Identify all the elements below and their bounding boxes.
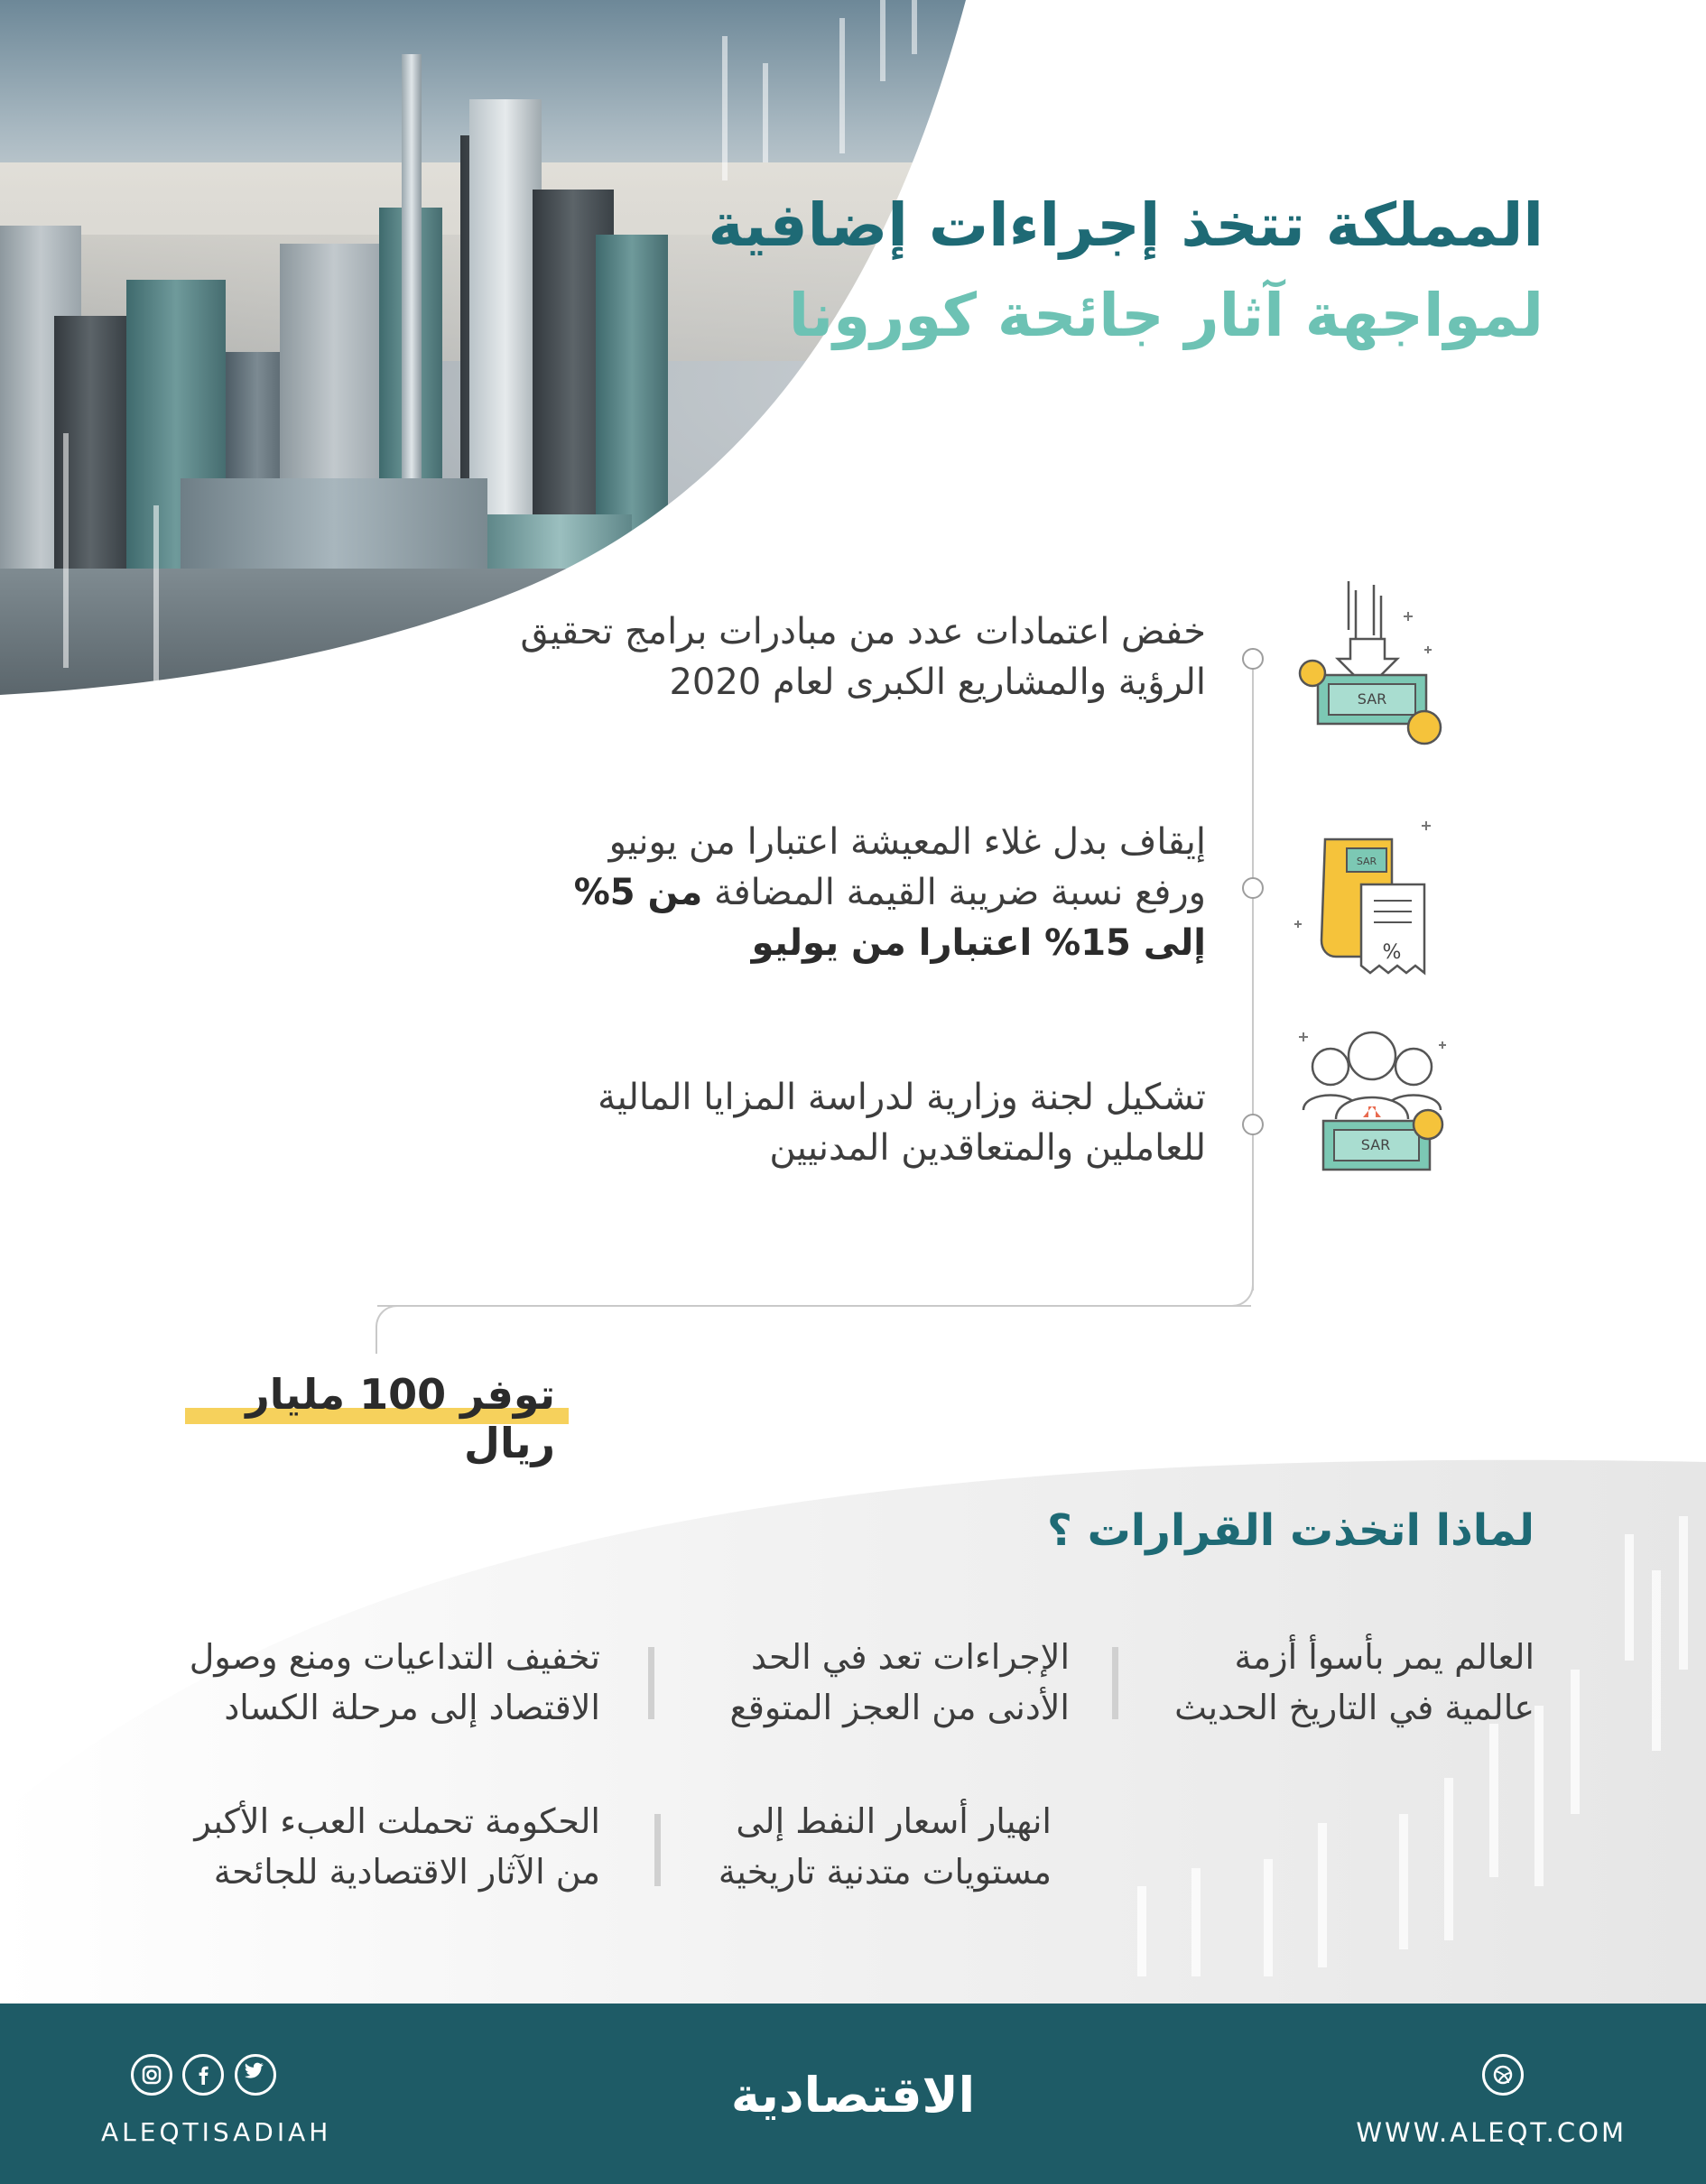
twitter-icon[interactable] bbox=[235, 2054, 276, 2096]
measure-line: خفض اعتمادات عدد من مبادرات برامج تحقيق bbox=[520, 611, 1206, 652]
reason-separator bbox=[1112, 1647, 1118, 1719]
measure-line: إيقاف بدل غلاء المعيشة اعتبارا من يونيو bbox=[608, 821, 1206, 863]
globe-icon[interactable] bbox=[1482, 2054, 1524, 2096]
measure-emphasis: إلى 15% اعتبارا من يوليو bbox=[751, 922, 1206, 964]
measure-item bbox=[394, 1072, 1206, 1173]
why-heading: لماذا اتخذت القرارات ؟ bbox=[1047, 1505, 1534, 1556]
icon-currency-label: SAR bbox=[1360, 1136, 1391, 1153]
reason-line: عالمية في التاريخ الحديث bbox=[1174, 1688, 1534, 1727]
timeline-corner bbox=[1225, 1274, 1254, 1307]
money-down-icon bbox=[1291, 576, 1453, 747]
reason-item bbox=[730, 1632, 1070, 1733]
facebook-icon[interactable] bbox=[182, 2054, 224, 2096]
icon-currency-label: SAR bbox=[1356, 856, 1377, 867]
timeline-line bbox=[1252, 659, 1254, 1291]
timeline-dot bbox=[1242, 877, 1264, 899]
reason-separator bbox=[648, 1647, 654, 1719]
headline-line-1: المملكة تتخذ إجراءات إضافية bbox=[708, 190, 1544, 260]
measure-line: تشكيل لجنة وزارية لدراسة المزايا المالية bbox=[598, 1077, 1206, 1118]
reason-item bbox=[194, 1796, 600, 1897]
brand-logo: الاقتصادية bbox=[730, 2067, 976, 2124]
headline-line-2: لمواجهة آثار جائحة كورونا bbox=[788, 281, 1544, 350]
timeline-connector bbox=[377, 1305, 1251, 1307]
reason-separator bbox=[654, 1814, 661, 1886]
reason-line: الاقتصاد إلى مرحلة الكساد bbox=[224, 1688, 600, 1727]
reason-line: الحكومة تحملت العبء الأكبر bbox=[194, 1801, 600, 1841]
timeline-corner bbox=[376, 1305, 403, 1332]
measure-item bbox=[394, 606, 1206, 708]
reason-item bbox=[719, 1796, 1052, 1897]
measure-text: ورفع نسبة ضريبة القيمة المضافة bbox=[714, 872, 1206, 913]
tax-receipt-icon bbox=[1291, 812, 1453, 984]
icon-percent-label: % bbox=[1382, 941, 1402, 964]
measure-emphasis: من 5% bbox=[573, 872, 703, 913]
website-url[interactable]: WWW.ALEQT.COM bbox=[1356, 2117, 1627, 2148]
reason-item bbox=[190, 1632, 600, 1733]
measure-line: للعاملين والمتعاقدين المدنيين bbox=[769, 1127, 1206, 1169]
measure-line: الرؤية والمشاريع الكبرى لعام 2020 bbox=[669, 662, 1206, 703]
reason-line: الأدنى من العجز المتوقع bbox=[729, 1688, 1070, 1727]
timeline-tail bbox=[376, 1327, 377, 1354]
reason-line: العالم يمر بأسوأ أزمة bbox=[1234, 1637, 1534, 1677]
timeline-dot bbox=[1242, 648, 1264, 670]
icon-currency-label: SAR bbox=[1357, 690, 1387, 708]
footer bbox=[0, 2004, 1706, 2184]
reason-line: انهيار أسعار النفط إلى bbox=[736, 1801, 1052, 1841]
committee-icon bbox=[1291, 1020, 1453, 1191]
measure-line bbox=[394, 918, 1206, 968]
reason-line: من الآثار الاقتصادية للجائحة bbox=[213, 1852, 600, 1892]
reason-line: مستويات متدنية تاريخية bbox=[718, 1852, 1052, 1892]
reason-line: الإجراءات تعد في الحد bbox=[751, 1637, 1070, 1677]
headline bbox=[708, 180, 1544, 361]
reason-item bbox=[1174, 1632, 1534, 1733]
social-handle: ALEQTISADIAH bbox=[101, 2117, 332, 2147]
timeline-dot bbox=[1242, 1114, 1264, 1135]
measure-line bbox=[394, 867, 1206, 918]
savings-text: توفر 100 مليار ريال bbox=[246, 1370, 555, 1467]
instagram-icon[interactable] bbox=[131, 2054, 172, 2096]
savings-badge bbox=[185, 1363, 573, 1467]
reason-line: تخفيف التداعيات ومنع وصول bbox=[189, 1637, 600, 1677]
measure-item bbox=[394, 817, 1206, 968]
